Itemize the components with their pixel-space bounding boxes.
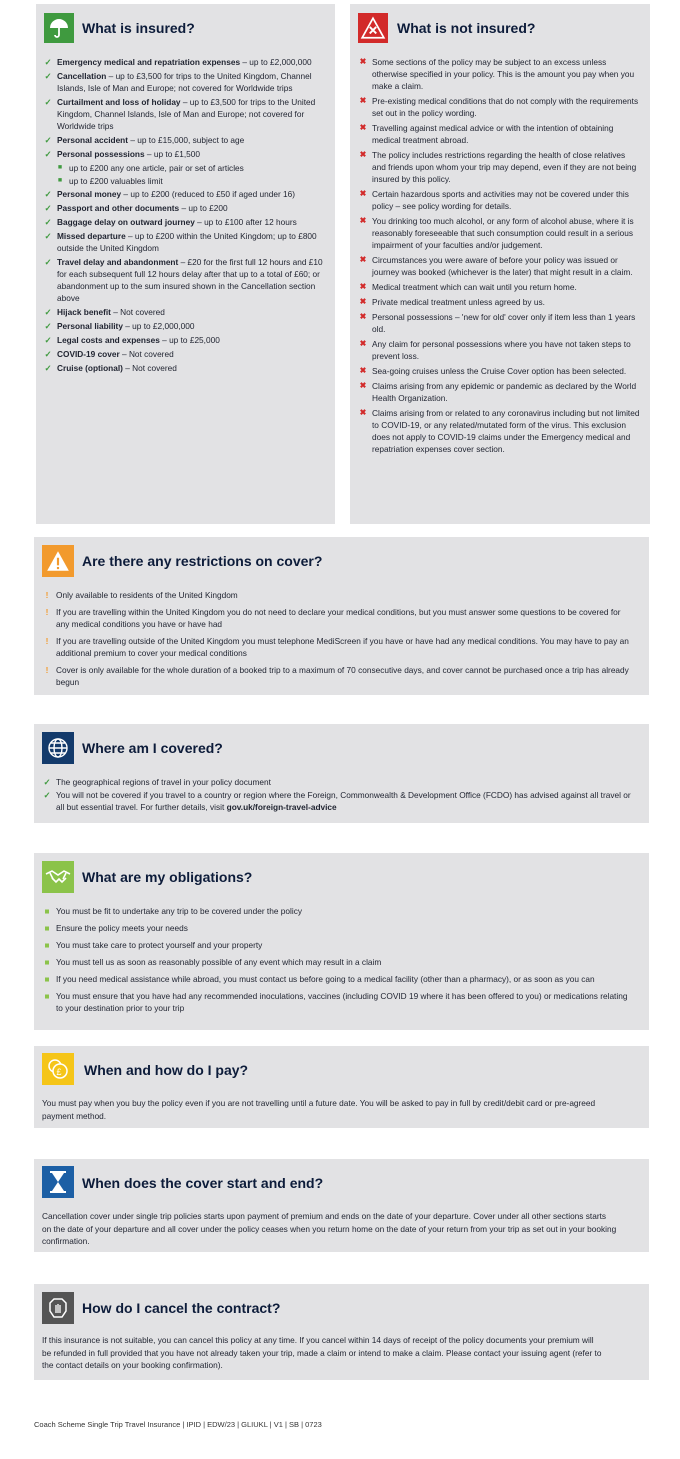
cross-icon: ✖ [359, 150, 367, 159]
tick-icon: ✓ [44, 231, 52, 241]
obligations-panel [34, 853, 649, 1030]
list-item: ✖ Personal possessions – 'new for old' cover only if item less than 1 years old. [359, 312, 636, 334]
insured-title: What is insured? [82, 20, 195, 36]
obligations-list [42, 905, 632, 1019]
list-item: ■ You must take care to protect yourself and your property [42, 939, 632, 951]
exclamation-icon: ! [45, 665, 49, 675]
list-item: ✖ Certain hazardous sports and activities may not be covered under this policy – see policy wording for details. [359, 189, 629, 211]
hourglass-icon [42, 1166, 74, 1198]
cover-period-text: Cancellation cover under single trip policies starts upon payment of premium and ends on the date of your departure. Cover under all other sections starts on the date of your departure and all cover under the policy ceases when you return home on the date of your return from your trip as set out in your booking confirmation. [42, 1211, 617, 1246]
bullet-icon: ■ [44, 906, 50, 916]
tick-icon: ✓ [44, 57, 52, 67]
insured-list [43, 56, 328, 376]
tick-icon: ✓ [44, 149, 52, 159]
list-item: ✖ Some sections of the policy may be subject to an excess unless otherwise specified in your policy. This is the amount you pay when you make a claim. [359, 57, 635, 91]
bullet-icon: ■ [44, 957, 50, 967]
warning-icon [42, 545, 74, 577]
list-item: ■ Ensure the policy meets your needs [42, 922, 632, 934]
tick-icon: ✓ [44, 203, 52, 213]
list-item: ! If you are travelling outside of the United Kingdom you must telephone MediScreen if you have or have had any medical conditions. You may have to pay an additional premium to cover your medical conditions [42, 635, 632, 659]
tick-icon: ✓ [44, 97, 52, 107]
cross-icon: ✖ [359, 312, 367, 321]
list-item: ! Only available to residents of the United Kingdom [42, 589, 632, 601]
exclamation-icon: ! [45, 590, 49, 600]
not-insured-panel [350, 4, 650, 524]
fcdo-link[interactable]: gov.uk/foreign-travel-advice [226, 802, 337, 812]
footer: Coach Scheme Single Trip Travel Insurance | IPID | EDW/23 | GLIUKL | V1 | SB | 0723 [34, 1420, 322, 1429]
cover-period-panel [34, 1159, 649, 1252]
list-item: ✓ Passport and other documents – up to £200 [44, 203, 228, 213]
list-item: ✓ Missed departure – up to £200 within the United Kingdom; up to £800 outside the United Kingdom [44, 231, 317, 253]
cross-icon: ✖ [359, 282, 367, 291]
tick-icon: ✓ [44, 257, 52, 267]
list-item: ✓ Curtailment and loss of holiday – up to £3,500 for trips to the United Kingdom, Channel Islands, Isle of Man and Europe; not covered for Worldwide trips [44, 97, 316, 131]
restrictions-list [42, 589, 632, 693]
restrictions-title: Are there any restrictions on cover? [82, 553, 323, 569]
tick-icon: ✓ [44, 307, 52, 317]
cross-warning-icon [358, 13, 388, 43]
list-item: ✓ Legal costs and expenses – up to £25,000 [44, 335, 220, 345]
cross-icon: ✖ [359, 96, 367, 105]
cross-icon: ✖ [359, 57, 367, 66]
list-item: ✓ COVID-19 cover – Not covered [44, 349, 174, 359]
list-item: ■ up to £200 any one article, pair or set of articles [43, 162, 328, 174]
list-item: ✖ Claims arising from any epidemic or pandemic as declared by the World Health Organization. [359, 381, 637, 403]
bullet-icon: ■ [44, 974, 50, 984]
bullet-icon: ■ [57, 164, 63, 171]
tick-icon: ✓ [44, 189, 52, 199]
not-insured-list [358, 56, 640, 458]
globe-icon [42, 732, 74, 764]
where-panel [34, 724, 649, 823]
cross-icon: ✖ [359, 216, 367, 225]
list-item: ✓ Personal accident – up to £15,000, subject to age [44, 135, 245, 145]
list-item: ✖ Medical treatment which can wait until you return home. [359, 282, 577, 292]
bullet-icon: ■ [44, 940, 50, 950]
not-insured-title: What is not insured? [397, 20, 536, 36]
list-item: ■ You must be fit to undertake any trip to be covered under the policy [42, 905, 632, 917]
pay-panel [34, 1046, 649, 1128]
bullet-icon: ■ [44, 923, 50, 933]
cross-icon: ✖ [359, 255, 367, 264]
list-item: ✓ Cancellation – up to £3,500 for trips to the United Kingdom, Channel Islands, Isle of Man and Europe; not covered for Worldwide trips [44, 71, 312, 93]
list-item: ■ You must tell us as soon as reasonably possible of any event which may result in a claim [42, 956, 632, 968]
handshake-icon [42, 861, 74, 893]
bullet-icon: ■ [57, 177, 63, 184]
list-item: ✖ Private medical treatment unless agreed by us. [359, 297, 545, 307]
exclamation-icon: ! [45, 636, 49, 646]
where-list [42, 776, 632, 814]
list-item: ✖ Pre-existing medical conditions that do not comply with the requirements set out in the policy wording. [359, 96, 639, 118]
list-item: ✖ Travelling against medical advice or with the intention of obtaining medical treatment abroad. [359, 123, 614, 145]
list-item: ✓ Emergency medical and repatriation expenses – up to £2,000,000 [44, 57, 312, 67]
list-item: ✖ Sea-going cruises unless the Cruise Cover option has been selected. [359, 366, 627, 376]
cross-icon: ✖ [359, 408, 367, 417]
cross-icon: ✖ [359, 123, 367, 132]
svg-text:£: £ [56, 1067, 62, 1077]
tick-icon: ✓ [44, 71, 52, 81]
cross-icon: ✖ [359, 339, 367, 348]
pay-title: When and how do I pay? [84, 1062, 249, 1078]
cover-period-title: When does the cover start and end? [82, 1175, 324, 1191]
cancel-title: How do I cancel the contract? [82, 1300, 281, 1316]
list-item: ✖ Circumstances you were aware of before your policy was issued or journey was booked (whichever is the later) that might result in a claim. [359, 255, 633, 277]
tick-icon: ✓ [44, 217, 52, 227]
coins-icon [42, 1053, 74, 1085]
list-item: ✓ Travel delay and abandonment – £20 for the first full 12 hours and £10 for each subsequent full 12 hours delay after that up to a total of £60; or abandonment up to the sum insured shown in the Cancellation section above [44, 257, 323, 303]
list-item: ✓ Personal money – up to £200 (reduced to £50 if aged under 16) [44, 189, 296, 199]
list-item: ! Cover is only available for the whole duration of a booked trip to a maximum of 70 consecutive days, and cover cannot be purchased once a trip has already begun [42, 664, 632, 688]
bullet-icon: ■ [44, 991, 50, 1001]
list-item: ✖ Claims arising from or related to any coronavirus including but not limited to COVID-19, or any related/mutated form of the virus. This exclusion does not apply to COVID-19 claims under the Emergency medical and repatriation expenses cover section. [359, 408, 640, 454]
pay-text: You must pay when you buy the policy even if you are not travelling until a future date. You will be asked to pay in full by credit/debit card or pre-agreed payment method. [42, 1098, 596, 1121]
tick-icon: ✓ [44, 135, 52, 145]
cross-icon: ✖ [359, 366, 367, 375]
list-item: ✓ Personal liability – up to £2,000,000 [44, 321, 195, 331]
stop-hand-icon [42, 1292, 74, 1324]
tick-icon: ✓ [44, 349, 52, 359]
umbrella-icon [44, 13, 74, 43]
list-item: ✖ You drinking too much alcohol, or any form of alcohol abuse, where it is reasonably foreseeable that such consumption could result in a serious impairment of your faculties and/or judgement. [359, 216, 634, 250]
list-item: ! If you are travelling within the United Kingdom you do not need to declare your medical conditions, but you must answer some questions to be covered for any medical conditions you have or have had [42, 606, 632, 630]
tick-icon: ✓ [44, 363, 52, 373]
obligations-title: What are my obligations? [82, 869, 253, 885]
list-item: ■ You must ensure that you have had any recommended inoculations, vaccines (including COVID 19 where it has been offered to you) or medications relating to your destination prior to your trip [42, 990, 632, 1014]
tick-icon: ✓ [44, 335, 52, 345]
list-item: ✖ Any claim for personal possessions where you have not taken steps to prevent loss. [359, 339, 631, 361]
cross-icon: ✖ [359, 297, 367, 306]
where-title: Where am I covered? [82, 740, 223, 756]
list-item: ✓ Hijack benefit – Not covered [44, 307, 165, 317]
insured-panel [36, 4, 335, 524]
cross-icon: ✖ [359, 381, 367, 390]
tick-icon: ✓ [44, 321, 52, 331]
list-item: ✓ Personal possessions – up to £1,500 [44, 149, 200, 159]
list-item: ✓ Baggage delay on outward journey – up to £100 after 12 hours [44, 217, 297, 227]
list-item: ✖ The policy includes restrictions regarding the health of close relatives and friends upon whom your trip may depend, even if they are not being insured by this policy. [359, 150, 637, 184]
list-item: ✓ You will not be covered if you travel to a country or region where the Foreign, Commonwealth & Development Office (FCDO) has advised against all travel or all but essential travel. For further details, visit gov.uk/foreign-travel-advice [43, 790, 631, 812]
list-item: ✓ Cruise (optional) – Not covered [44, 363, 177, 373]
list-item: ■ If you need medical assistance while abroad, you must contact us before going to a medical facility (other than a pharmacy), or as soon as you can [42, 973, 632, 985]
restrictions-panel [34, 537, 649, 695]
cross-icon: ✖ [359, 189, 367, 198]
list-item: ■ up to £200 valuables limit [43, 175, 328, 187]
cancel-panel [34, 1284, 649, 1380]
list-item: ✓ The geographical regions of travel in your policy document [43, 777, 271, 787]
exclamation-icon: ! [45, 607, 49, 617]
cancel-text: If this insurance is not suitable, you can cancel this policy at any time. If you cancel within 14 days of receipt of the policy documents your premium will be refunded in full provided that you have not already taken your trip, made a claim or intend to make a claim. Please contact your issuing agent (refer to the contact details on your booking confirmation). [42, 1335, 602, 1370]
